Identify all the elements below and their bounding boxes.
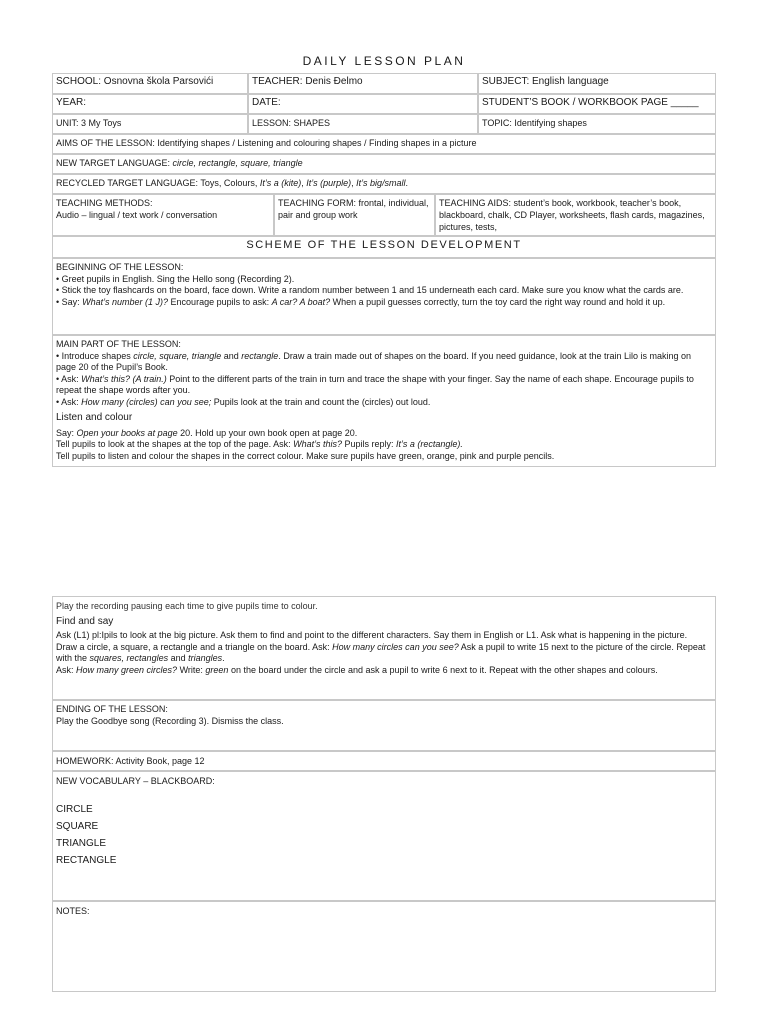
- main-line-3: [56, 397, 712, 409]
- lesson-cell: LESSON: SHAPES: [248, 114, 478, 134]
- ending-text: Play the Goodbye song (Recording 3). Dismiss the class.: [56, 715, 284, 726]
- recycled-sep1: ,: [301, 178, 307, 188]
- italic-span: triangles: [188, 653, 223, 663]
- say-line: [56, 428, 712, 440]
- find-line-1: Ask (L1) pl:Ipils to look at the big picture. Ask them to find and point to the different characters. Say them in English or L1. Ask what is happening in the picture.: [56, 630, 688, 640]
- text-span: on the board under the circle and ask a pupil to write 6 next to it. Repeat with the other shapes and colours.: [228, 664, 658, 675]
- text-span: • Ask:: [56, 373, 82, 384]
- vocab-item: RECTANGLE: [56, 854, 117, 866]
- recycled-label: RECYCLED TARGET LANGUAGE: Toys, Colours,: [56, 178, 260, 188]
- italic-span: What’s number (1 J)?: [82, 296, 169, 307]
- main-line-2: [56, 374, 712, 397]
- recycled-it3: It’s big/small: [356, 178, 406, 188]
- recycled-end: .: [405, 178, 409, 188]
- main-part-section: [52, 335, 716, 467]
- text-span: Pupils look at the train and count the (circles) out loud.: [211, 396, 431, 407]
- text-span: and: [168, 653, 189, 663]
- teaching-form-cell: TEACHING FORM: frontal, individual, pair and group work: [274, 194, 435, 236]
- italic-span: How many circles can you see?: [332, 641, 459, 652]
- text-span: • Ask:: [56, 396, 82, 407]
- text-span: • Say:: [56, 296, 83, 307]
- italic-span: green: [205, 664, 229, 675]
- recycled-it2: It’s (purple): [306, 178, 352, 188]
- subject-cell: SUBJECT: English language: [478, 73, 716, 94]
- recycled-it1: It’s a (kite): [259, 178, 302, 188]
- text-span: When a pupil guesses correctly, turn the toy card the right way round and hold it up.: [330, 296, 666, 307]
- play-line: Play the recording pausing each time to give pupils time to colour.: [56, 601, 318, 611]
- teaching-aids-cell: TEACHING AIDS: student’s book, workbook, teacher’s book, blackboard, chalk, CD Player, worksheets, flash cards, magazines, pictures, tests,: [435, 194, 716, 236]
- page-title: DAILY LESSON PLAN: [302, 54, 466, 68]
- italic-span: How many green circles?: [76, 664, 178, 675]
- italic-span: circle, square, triangle: [133, 350, 222, 361]
- text-span: Draw a circle, a square, a rectangle and a triangle on the board. Ask:: [56, 641, 333, 652]
- teaching-methods-cell: [52, 194, 274, 236]
- beginning-line-1: • Greet pupils in English. Sing the Hello song (Recording 2).: [56, 273, 295, 284]
- recycled-language-row: [52, 174, 716, 194]
- text-span: Ask a pupil to write 15 next to the picture of the circle. Repeat with the: [56, 641, 706, 663]
- page2-play-section: [52, 596, 716, 700]
- new-target-language-row: [52, 154, 716, 174]
- find-say-heading: Find and say: [56, 615, 114, 627]
- vocab-item: CIRCLE: [56, 803, 93, 815]
- vocab-item: SQUARE: [56, 820, 99, 832]
- italic-span: It’s a (rectangle).: [396, 439, 463, 449]
- italic-span: How many (circles) can you see;: [81, 396, 212, 407]
- text-span: and: [221, 350, 242, 361]
- main-line-1: [56, 351, 712, 374]
- year-cell: YEAR:: [52, 94, 248, 114]
- teaching-methods-value: Audio – lingual / text work / conversation: [56, 210, 218, 220]
- tell-line-1: [56, 439, 712, 451]
- beginning-line-3: [56, 297, 712, 309]
- text-span: .: [222, 653, 225, 663]
- listen-colour-heading: Listen and colour: [56, 412, 133, 423]
- scheme-heading: SCHEME OF THE LESSON DEVELOPMENT: [52, 236, 716, 258]
- aims-row: AIMS OF THE LESSON: Identifying shapes / Listening and colouring shapes / Finding shapes in a picture: [52, 134, 716, 154]
- text-span: Write:: [177, 664, 206, 675]
- homework-row: HOMEWORK: Activity Book, page 12: [52, 751, 716, 771]
- text-span: Ask:: [56, 664, 77, 675]
- text-span: Pupils reply:: [342, 439, 397, 449]
- new-target-value: circle, rectangle, square, triangle: [172, 158, 303, 168]
- ending-heading: ENDING OF THE LESSON:: [56, 704, 168, 714]
- beginning-section: [52, 258, 716, 335]
- text-span: Tell pupils to look at the shapes at the top of the page. Ask:: [56, 439, 294, 449]
- ending-section: [52, 700, 716, 751]
- beginning-heading: BEGINNING OF THE LESSON:: [56, 262, 184, 272]
- text-span: Point to the different parts of the train in turn and trace the shape with your finger. Say the name of each shape. Encourage pupils to repeat the shape words after you.: [56, 373, 694, 395]
- find-line-2: [56, 642, 712, 665]
- vocabulary-section: [52, 771, 716, 901]
- italic-span: A car? A boat?: [271, 296, 331, 307]
- recycled-sep2: ,: [351, 178, 357, 188]
- school-cell: SCHOOL: Osnovna škola Parsovići: [52, 73, 248, 94]
- main-heading: MAIN PART OF THE LESSON:: [56, 339, 181, 349]
- italic-span: What’s this?: [293, 439, 343, 449]
- topic-cell: TOPIC: Identifying shapes: [478, 114, 716, 134]
- book-page-cell: STUDENT’S BOOK / WORKBOOK PAGE _____: [478, 94, 716, 114]
- notes-section: NOTES:: [52, 901, 716, 992]
- new-target-label: NEW TARGET LANGUAGE:: [56, 158, 173, 168]
- text-span: • Introduce shapes: [56, 350, 134, 361]
- italic-span: What’s this? (A train.): [81, 373, 167, 384]
- teacher-cell: TEACHER: Denis Đelmo: [248, 73, 478, 94]
- italic-span: squares, rectangles: [89, 653, 169, 663]
- vocab-item: TRIANGLE: [56, 837, 107, 849]
- italic-span: rectangle: [241, 350, 279, 361]
- text-span: Encourage pupils to ask:: [168, 296, 272, 307]
- tell-line-2: Tell pupils to listen and colour the shapes in the correct colour. Make sure pupils have green, orange, pink and purple pencils.: [56, 450, 555, 461]
- text-span: . Draw a train made out of shapes on the board. If you need guidance, look at the train Lilo is making on page 20 of the Pupil’s Book.: [56, 350, 692, 372]
- vocabulary-heading: NEW VOCABULARY – BLACKBOARD:: [56, 776, 215, 786]
- italic-span: Open your books at page: [76, 427, 178, 438]
- beginning-line-2: • Stick the toy flashcards on the board, face down. Write a random number between 1 and 15 underneath each card. Make sure you know what the cards are.: [56, 285, 684, 295]
- text-span: Say:: [56, 427, 77, 438]
- find-line-3: [56, 665, 712, 677]
- text-span: 20. Hold up your own book open at page 20.: [177, 427, 358, 438]
- unit-cell: UNIT: 3 My Toys: [52, 114, 248, 134]
- teaching-methods-label: TEACHING METHODS:: [56, 198, 153, 208]
- date-cell: DATE:: [248, 94, 478, 114]
